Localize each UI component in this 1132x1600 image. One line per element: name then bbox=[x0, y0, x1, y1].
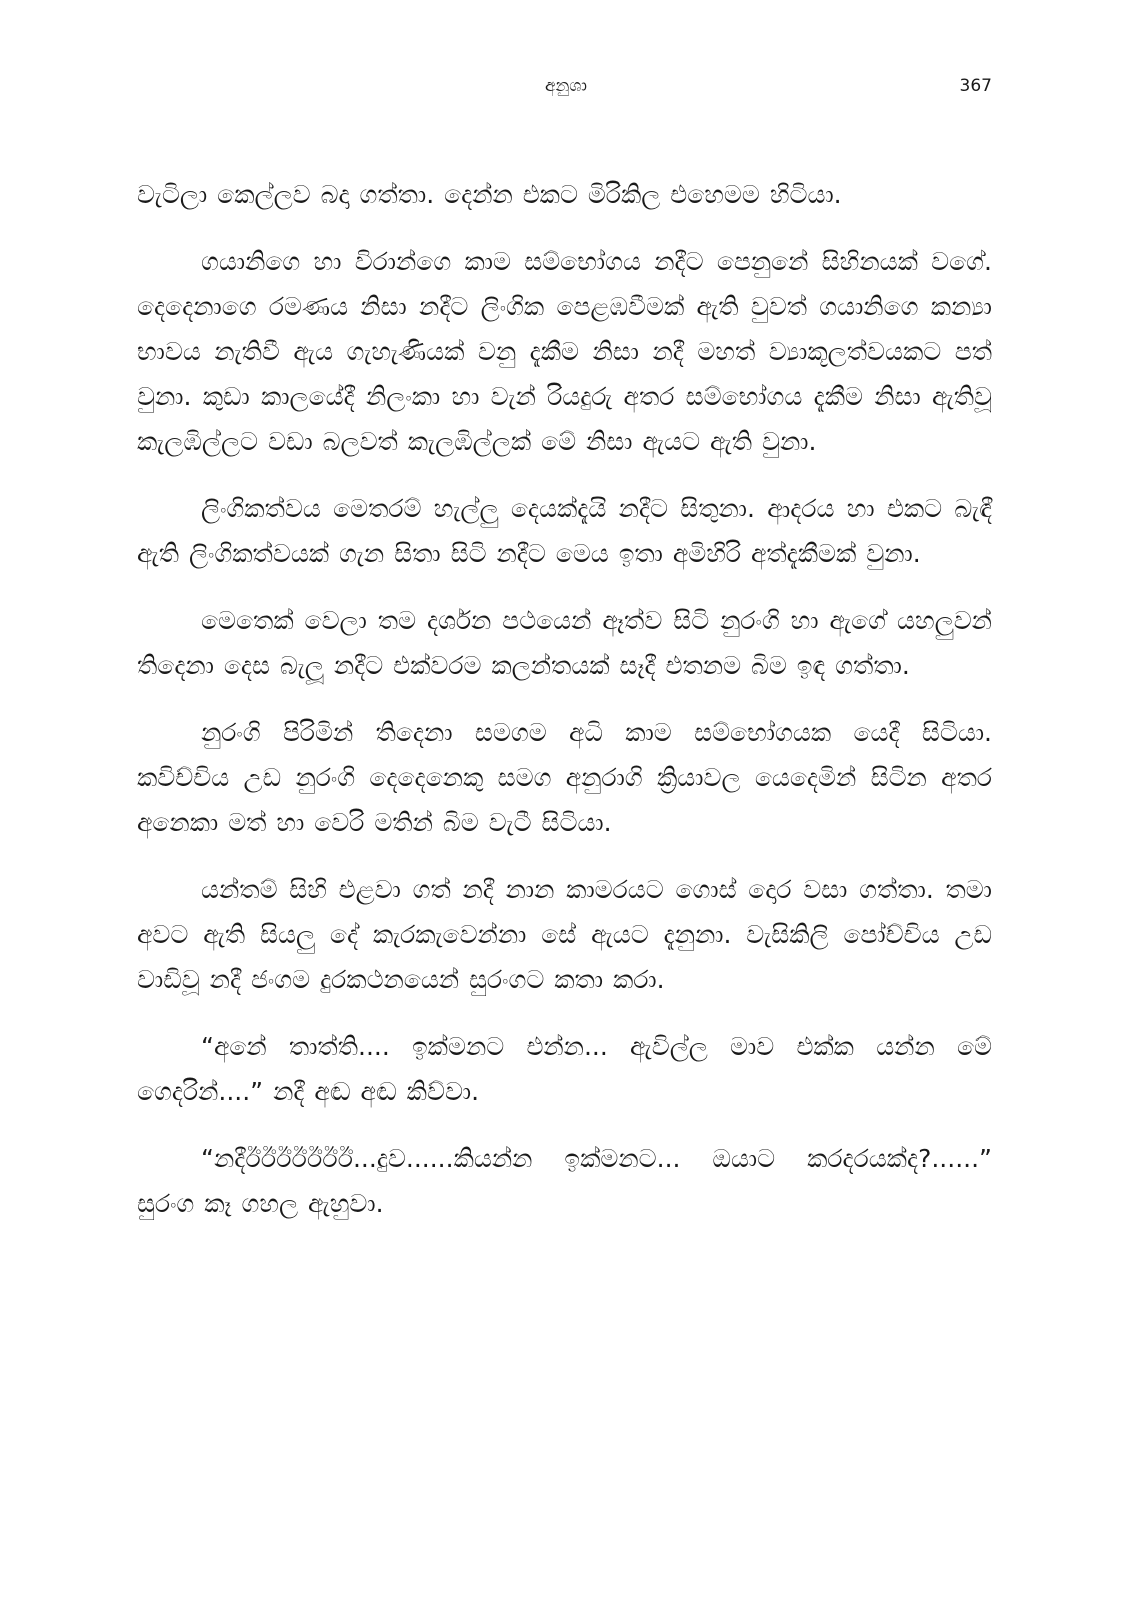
paragraph-3: ලිංගිකත්වය මෙතරම් හැල්ලු දෙයක්දැයි නදීට සිතුනා. ආදරය හා එකට බැඳී ඇති ලිංගිකත්වයක් ගැන සිතා සිටි නදීට මෙය ඉතා අමිහිරි අත්දැකීමක් වුනා. bbox=[137, 494, 992, 568]
paragraph-1: වැටිලා කෙල්ලව බදා ගත්තා. දෙන්න එකට මිරිකිල එහෙමම හිටියා. bbox=[137, 180, 842, 209]
paragraph-5: නුරංගි පිරිමින් තිදෙනා සමගම අධි කාම සම්භෝගයක යෙදී සිටියා. කවිච්චිය උඩ නුරංගි දෙදෙනෙකු සමග අනුරාගි ක්‍රියාවල යෙදෙමින් සිටින අතර අනෙකා මත් හා වෙරි මතින් බිම වැටී සිටියා. bbox=[137, 718, 992, 837]
page-body bbox=[137, 172, 992, 1248]
book-title: අනුශා bbox=[544, 76, 588, 96]
running-header bbox=[0, 74, 1132, 104]
paragraph-8: “නදීඊඊඊඊඊඊඊ...දුව......කියන්න ඉක්මනට... ඔයාට කරදරයක්ද?......” සුරංග කෑ ගහල ඇහුවා. bbox=[137, 1144, 992, 1218]
paragraph-4: මෙතෙක් වෙලා තම දර්ශන පථයෙන් ඈත්ව සිටි නුරංගි හා ඇගේ යහලුවන් තිදෙනා දෙස බැලූ නදීට එක්වරම කලන්තයක් සෑදී එතනම බිම ඉඳ ගත්තා. bbox=[137, 606, 992, 680]
page-number: 367 bbox=[959, 76, 992, 96]
paragraph-6: යන්තම් සිහි එළවා ගත් නදී නාන කාමරයට ගොස් දොර වසා ගත්තා. තමා අවට ඇති සියලු දේ කැරකැවෙන්නා සේ ඇයට දැනුනා. වැසිකිලි පෝච්චිය උඩ වාඩිවූ නදී ජංගම දුරකථනයෙන් සුරංගට කතා කරා. bbox=[137, 875, 992, 994]
paragraph-7: “අනේ තාත්ති.... ඉක්මනට එන්න... ඇවිල්ල මාව එක්ක යන්න මේ ගෙදරින්....” නදී අඬ අඬ කිව්වා. bbox=[137, 1032, 992, 1106]
paragraph-2: ගයානිගෙ හා විරාන්ගෙ කාම සම්භෝගය නදීට පෙනුනේ සිහිනයක් වගේ. දෙදෙනාගෙ රමණය නිසා නදීට ලිංගික පෙළඹවීමක් ඇති වුවත් ගයානිගෙ කන්‍යා භාවය නැතිවී ඇය ගැහැණියක් වනු දැකීම නිසා නදී මහත් ව්‍යාකූලත්වයකට පත් වුනා. කුඩා කාලයේදී නිලංකා හා වැන් රියදුරු අතර සම්භෝගය දැකීම නිසා ඇතිවූ කැලඹිල්ලට වඩා බලවත් කැලඹිල්ලක් මේ නිසා ඇයට ඇති වුනා. bbox=[137, 247, 992, 456]
